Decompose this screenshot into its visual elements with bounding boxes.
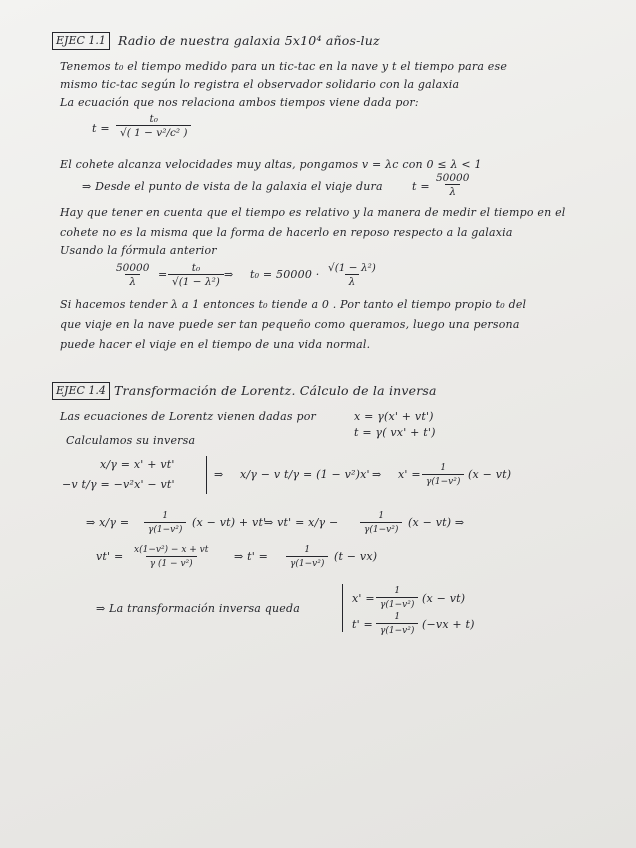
result-tail: (x − vt) [468, 468, 512, 481]
step-eq: ⇒ vt' = x/γ − [264, 516, 339, 529]
step-eq: vt' = [96, 550, 124, 563]
exercise-label-2: EJEC 1.4 [52, 382, 110, 400]
fraction-numerator: 1 [394, 612, 401, 622]
implies-arrow: ⇒ [224, 268, 234, 281]
fraction-numerator: t₀ [149, 113, 158, 125]
text-line: El cohete alcanza velocidades muy altas, pongamos v = λc con 0 ≤ λ < 1 [60, 158, 482, 171]
time-dilation-fraction [116, 113, 191, 139]
gamma-fraction [376, 585, 418, 611]
system-eq-1: x/γ = x' + vt' [100, 458, 175, 471]
result-lhs: x' = [398, 468, 421, 481]
equation-lhs: t = [412, 180, 430, 193]
fraction-denominator: λ [445, 184, 460, 198]
subtracted-eq: x/γ − v t/γ = (1 − v²)x' [240, 468, 370, 481]
fraction-denominator: √(1 − λ²) [168, 274, 224, 288]
text-line: cohete no es la misma que la forma de hacerlo en reposo respecto a la galaxia [60, 226, 513, 239]
fraction-numerator: 50000 [436, 172, 470, 184]
system-eq-2: −v t/γ = −v²x' − vt' [62, 478, 175, 491]
fraction-denominator: λ [125, 274, 140, 288]
step-eq: (t − vx) [334, 550, 378, 563]
result-brace [342, 584, 343, 632]
fraction-denominator: γ(1−v²) [360, 522, 402, 536]
text-line: Calculamos su inversa [66, 434, 196, 447]
fraction-denominator: γ(1−v²) [144, 522, 186, 536]
exercise-title-1: Radio de nuestra galaxia 5x10⁴ años-luz [118, 33, 380, 48]
final-eq-x-tail: (x − vt) [422, 592, 466, 605]
step-eq: (x − vt) ⇒ [408, 516, 465, 529]
text-line: Tenemos t₀ el tiempo medido para un tic-tac en la nave y t el tiempo para ese [60, 60, 508, 73]
fraction-denominator: λ [345, 274, 360, 288]
gamma-fraction [376, 611, 418, 637]
step-eq: (x − vt) + vt' [192, 516, 267, 529]
exercise-label-1: EJEC 1.1 [52, 32, 110, 50]
vt-prime-fraction [130, 544, 212, 570]
text-line: La ecuación que nos relaciona ambos tiempos viene dada por: [60, 96, 419, 109]
equals-sign: = [158, 268, 168, 281]
text-line: ⇒ Desde el punto de vista de la galaxia el viaje dura [82, 180, 383, 193]
text-line: Las ecuaciones de Lorentz vienen dadas por [60, 410, 316, 423]
trip-time-fraction [432, 172, 473, 198]
fraction-denominator: γ(1−v²) [422, 474, 464, 488]
implies-arrow: ⇒ [372, 468, 382, 481]
fraction-numerator: t₀ [191, 262, 201, 274]
conclusion-text: ⇒ La transformación inversa queda [96, 602, 300, 615]
step-eq: ⇒ t' = [234, 550, 269, 563]
gamma-fraction [422, 462, 464, 488]
fraction-denominator: √( 1 − v²/c² ) [116, 125, 191, 139]
equation-rhs: t₀ = 50000 · [250, 268, 320, 281]
lorentz-eq-x: x = γ(x' + vt') [354, 410, 434, 423]
fraction-numerator: √(1 − λ²) [328, 262, 376, 274]
fraction-t0-root [168, 262, 224, 288]
fraction-numerator: 50000 [116, 262, 150, 274]
implies-arrow: ⇒ [214, 468, 224, 481]
text-line: Si hacemos tender λ a 1 entonces t₀ tiende a 0 . Por tanto el tiempo propio t₀ del [60, 298, 527, 311]
lorentz-eq-t: t = γ( vx' + t') [354, 426, 436, 439]
text-line: puede hacer el viaje en el tiempo de una vida normal. [60, 338, 371, 351]
final-eq-t-tail: (−vx + t) [422, 618, 475, 631]
fraction-denominator: γ(1−v²) [286, 556, 328, 570]
fraction-denominator: γ (1 − v²) [146, 556, 197, 570]
step-eq: ⇒ x/γ = [86, 516, 130, 529]
fraction-denominator: γ(1−v²) [376, 623, 418, 637]
equation-lhs: t = [92, 122, 110, 135]
fraction-numerator: 1 [440, 463, 447, 473]
gamma-fraction [286, 544, 328, 570]
gamma-fraction [144, 510, 186, 536]
fraction-numerator: 1 [394, 586, 401, 596]
fraction-denominator: γ(1−v²) [376, 597, 418, 611]
fraction-root-lambda [324, 262, 380, 288]
final-eq-t: t' = [352, 618, 373, 631]
fraction-numerator: 1 [378, 511, 385, 521]
fraction-numerator: 1 [162, 511, 169, 521]
fraction-numerator: x(1−v²) − x + vt [134, 545, 209, 555]
fraction-50000-lambda [112, 262, 153, 288]
text-line: que viaje en la nave puede ser tan pequeño como queramos, luego una persona [60, 318, 520, 331]
text-line: mismo tic-tac según lo registra el observador solidario con la galaxia [60, 78, 460, 91]
text-line: Hay que tener en cuenta que el tiempo es relativo y la manera de medir el tiempo en el [60, 206, 566, 219]
final-eq-x: x' = [352, 592, 375, 605]
exercise-title-2: Transformación de Lorentz. Cálculo de la inversa [114, 383, 437, 398]
fraction-numerator: 1 [304, 545, 311, 555]
text-line: Usando la fórmula anterior [60, 244, 217, 257]
gamma-fraction [360, 510, 402, 536]
system-brace [206, 456, 207, 494]
